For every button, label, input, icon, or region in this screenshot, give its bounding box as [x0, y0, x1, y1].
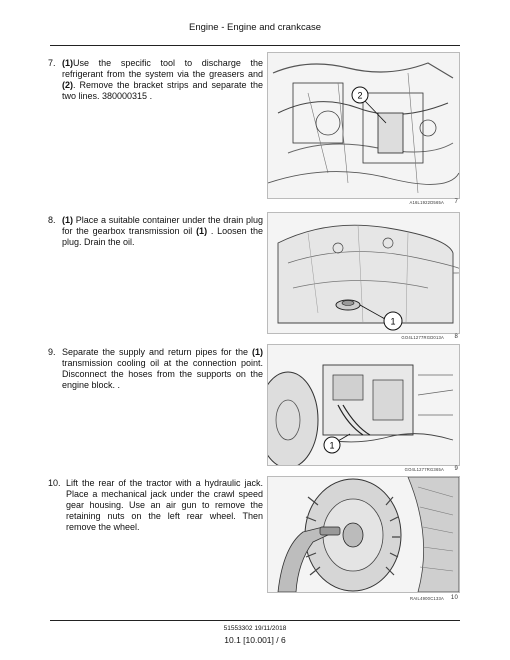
illustration-engine-bay: [268, 53, 459, 198]
step-text-part: Separate the supply and return pipes for the: [62, 347, 252, 357]
figure-index: 9: [454, 466, 458, 472]
step-text: [62, 347, 263, 391]
footer-doc-code: 51553302 19/11/2018: [223, 625, 287, 632]
figure-index: 10: [450, 595, 458, 601]
step-number: 8.: [48, 215, 56, 225]
step-text-part: Place a suitable container under the drain plug for the gearbox transmission oil: [62, 215, 263, 236]
callout-label: 2: [357, 90, 363, 101]
step-number: 7.: [48, 58, 56, 68]
step-text-part: Lift the rear of the tractor with a hydraulic jack. Place a mechanical jack under the crawl speed gear housing. Use an air gun to remove the retaining nuts on the left rear wheel. Then remove the wheel.: [66, 478, 263, 532]
page-header-title: Engine - Engine and crankcase: [188, 22, 322, 33]
step-text-part: . Remove the bracket strips and separate the two lines. 380000315 .: [62, 80, 263, 101]
step-text: [62, 58, 263, 102]
callout-label: 1: [390, 316, 396, 327]
step-9: [48, 347, 263, 391]
step-text-part: (2): [62, 80, 73, 90]
step-7: [48, 58, 263, 102]
figure-index: 7: [454, 199, 458, 205]
step-text-part: (1): [196, 226, 208, 236]
step-text: [62, 215, 263, 248]
figure-refrigerant-lines: [267, 52, 460, 199]
footer-divider: [50, 620, 460, 621]
step-text-part: . Loosen the plug. Drain the oil.: [62, 226, 263, 247]
figure-code: RAIL4900C133A: [409, 596, 444, 601]
figure-caption: [267, 199, 458, 207]
step-text-part: (1): [252, 347, 263, 357]
step-8: [48, 215, 263, 248]
step-text: [66, 478, 263, 533]
step-text-part: transmission cooling oil at the connection point. Disconnect the hoses from the supports on the engine block. .: [62, 358, 263, 390]
footer-page-number: 10.1 [10.001] / 6: [224, 635, 286, 645]
step-text-part: Use the specific tool to discharge the refrigerant from the system via the greasers and: [62, 58, 263, 79]
illustration-gearbox: [268, 213, 459, 333]
figure-drain-plug: [267, 212, 460, 334]
figure-rear-wheel: [267, 476, 460, 593]
figure-code: A16L1922D565A: [409, 200, 444, 205]
header-divider: [50, 45, 460, 46]
step-text-part: (1): [62, 58, 73, 68]
callout-label: 1: [329, 440, 335, 451]
figure-code: GO4L1277RGD013A: [401, 335, 444, 340]
figure-caption: [267, 595, 458, 603]
step-number: 9.: [48, 347, 56, 357]
figure-code: GO4L1277RG365A: [404, 467, 444, 472]
figure-cooling-pipes: [267, 344, 460, 466]
illustration-tractor-side: [268, 345, 459, 465]
illustration-rear-wheel-removal: [268, 477, 459, 592]
step-10: [48, 478, 263, 533]
step-number: 10.: [48, 478, 61, 488]
figure-index: 8: [454, 334, 458, 340]
step-text-part: (1): [62, 215, 73, 225]
figure-caption: [267, 334, 458, 342]
figure-caption: [267, 466, 458, 474]
